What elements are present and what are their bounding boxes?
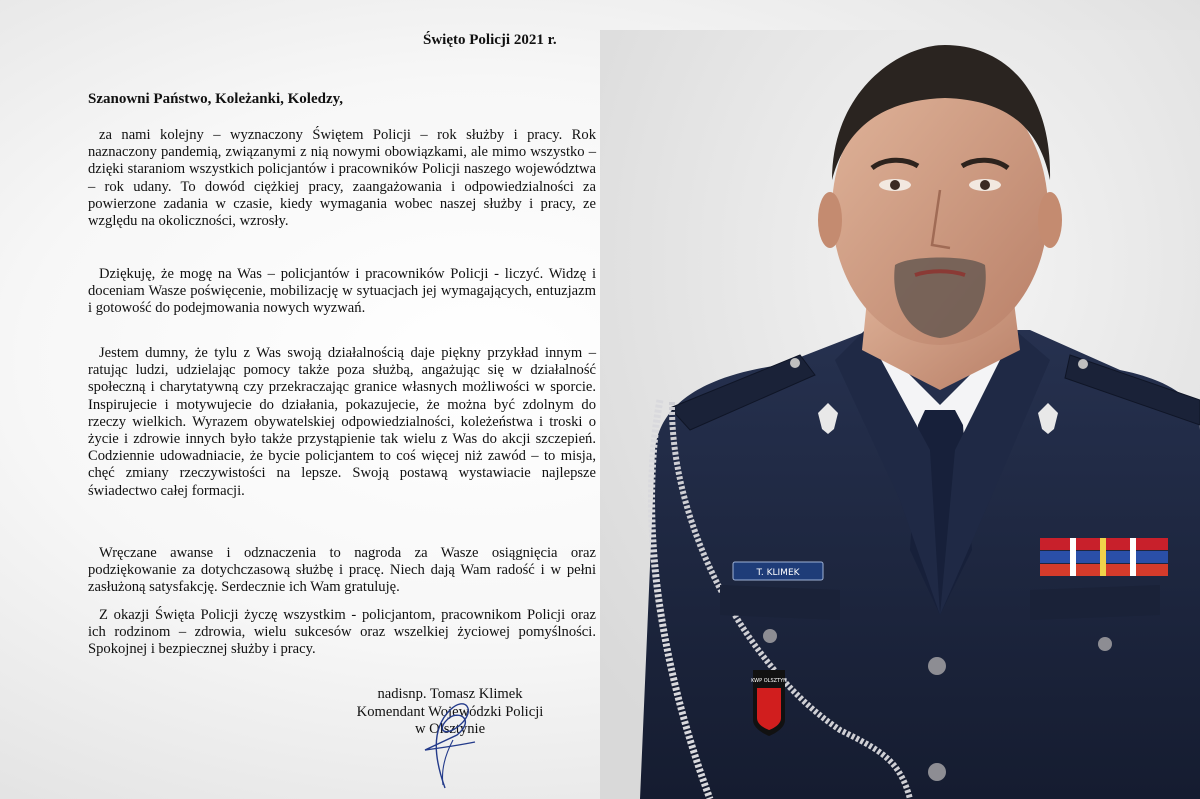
right-pocket-flap xyxy=(1030,585,1160,620)
letter-greeting: Szanowni Państwo, Koleżanki, Koledzy, xyxy=(88,91,344,107)
signature-place: w Olsztynie xyxy=(414,721,486,737)
left-ear xyxy=(818,192,842,248)
paragraph-2: Dziękuję, że mogę na Was – policjantów i pracowników Policji - liczyć. Widzę i doceniam Wasze poświęcenie, mobilizację w sytuacjach jej wymagających, entuzjazm i gotowość do podejmowania nowych wyzwań. xyxy=(88,266,596,317)
name-tag-text: T. KLIMEK xyxy=(756,568,800,578)
signature-role: Komendant Wojewódzki Policji xyxy=(356,703,544,720)
handwritten-signature xyxy=(405,690,485,795)
pocket-button-icon xyxy=(763,629,777,643)
jacket-button-icon xyxy=(928,657,946,675)
paragraph-1: za nami kolejny – wyznaczony Świętem Policji – rok służby i pracy. Rok naznaczony pandemią, związanymi z nią nowymi obowiązkami, ale mimo wszystko – dzięki staraniom wszystkich policjantów i pracowników Policji naszego województwa – rok udany. To dowód ciężkiej pracy, zaangażowania i odpowiedzialności za powierzone zadania w czasie, kiedy wymagania wobec naszej służby i pracy, ze względu na okoliczności, wzrosły. xyxy=(88,127,596,230)
jacket-button-icon xyxy=(928,763,946,781)
patch-text: KWP OLSZTYN xyxy=(751,678,787,684)
letter-title: Święto Policji 2021 r. xyxy=(423,32,557,48)
pocket-button-icon xyxy=(1098,637,1112,651)
paragraph-3: Jestem dumny, że tylu z Was swoją działalnością daje piękny przykład innym – ratując ludzi, udzielając pomocy także poza służbą, angażując się w działalność społeczną i charytatywną czy przekraczając granice własnych możliwości w sporcie. Inspirujecie i motywujecie do działania, pokazujecie, że można być zdolnym do rzeczy wielkich. Wyrazem obywatelskiej odpowiedzialności, koleżeństwa i troski o życie i zdrowie innych było także przystąpienie tak wielu z Was do akcji szczepień. Codziennie udowadniacie, że bycie policjantem to coś więcej niż zawód – to misja, chęć zmiany rzeczywistości na lepsze. Swoją postawą wystawiacie najlepsze świadectwo całej formacji. xyxy=(88,345,596,499)
epaulette-button-icon xyxy=(1078,359,1088,369)
signature-name: nadisnp. Tomasz Klimek xyxy=(377,686,523,702)
medal-ribbons xyxy=(1040,538,1168,576)
epaulette-button-icon xyxy=(790,358,800,368)
portrait-photo xyxy=(600,30,1200,799)
left-pocket-flap xyxy=(720,585,840,620)
right-ear xyxy=(1038,192,1062,248)
coat-of-arms-icon xyxy=(757,688,781,730)
paragraph-4: Wręczane awanse i odznaczenia to nagroda za Wasze osiągnięcia oraz podziękowanie za dotychczasową służbę i pracę. Niech dają Wam radość i w pełni zasłużoną satysfakcję. Serdecznie ich Wam gratuluję. xyxy=(88,545,596,596)
paragraph-5: Z okazji Święta Policji życzę wszystkim - policjantom, pracownikom Policji oraz ich rodzinom – zdrowia, wielu sukcesów oraz wszelkiej życiowej pomyślności. Spokojnej i bezpiecznej służby i pracy. xyxy=(88,607,596,658)
